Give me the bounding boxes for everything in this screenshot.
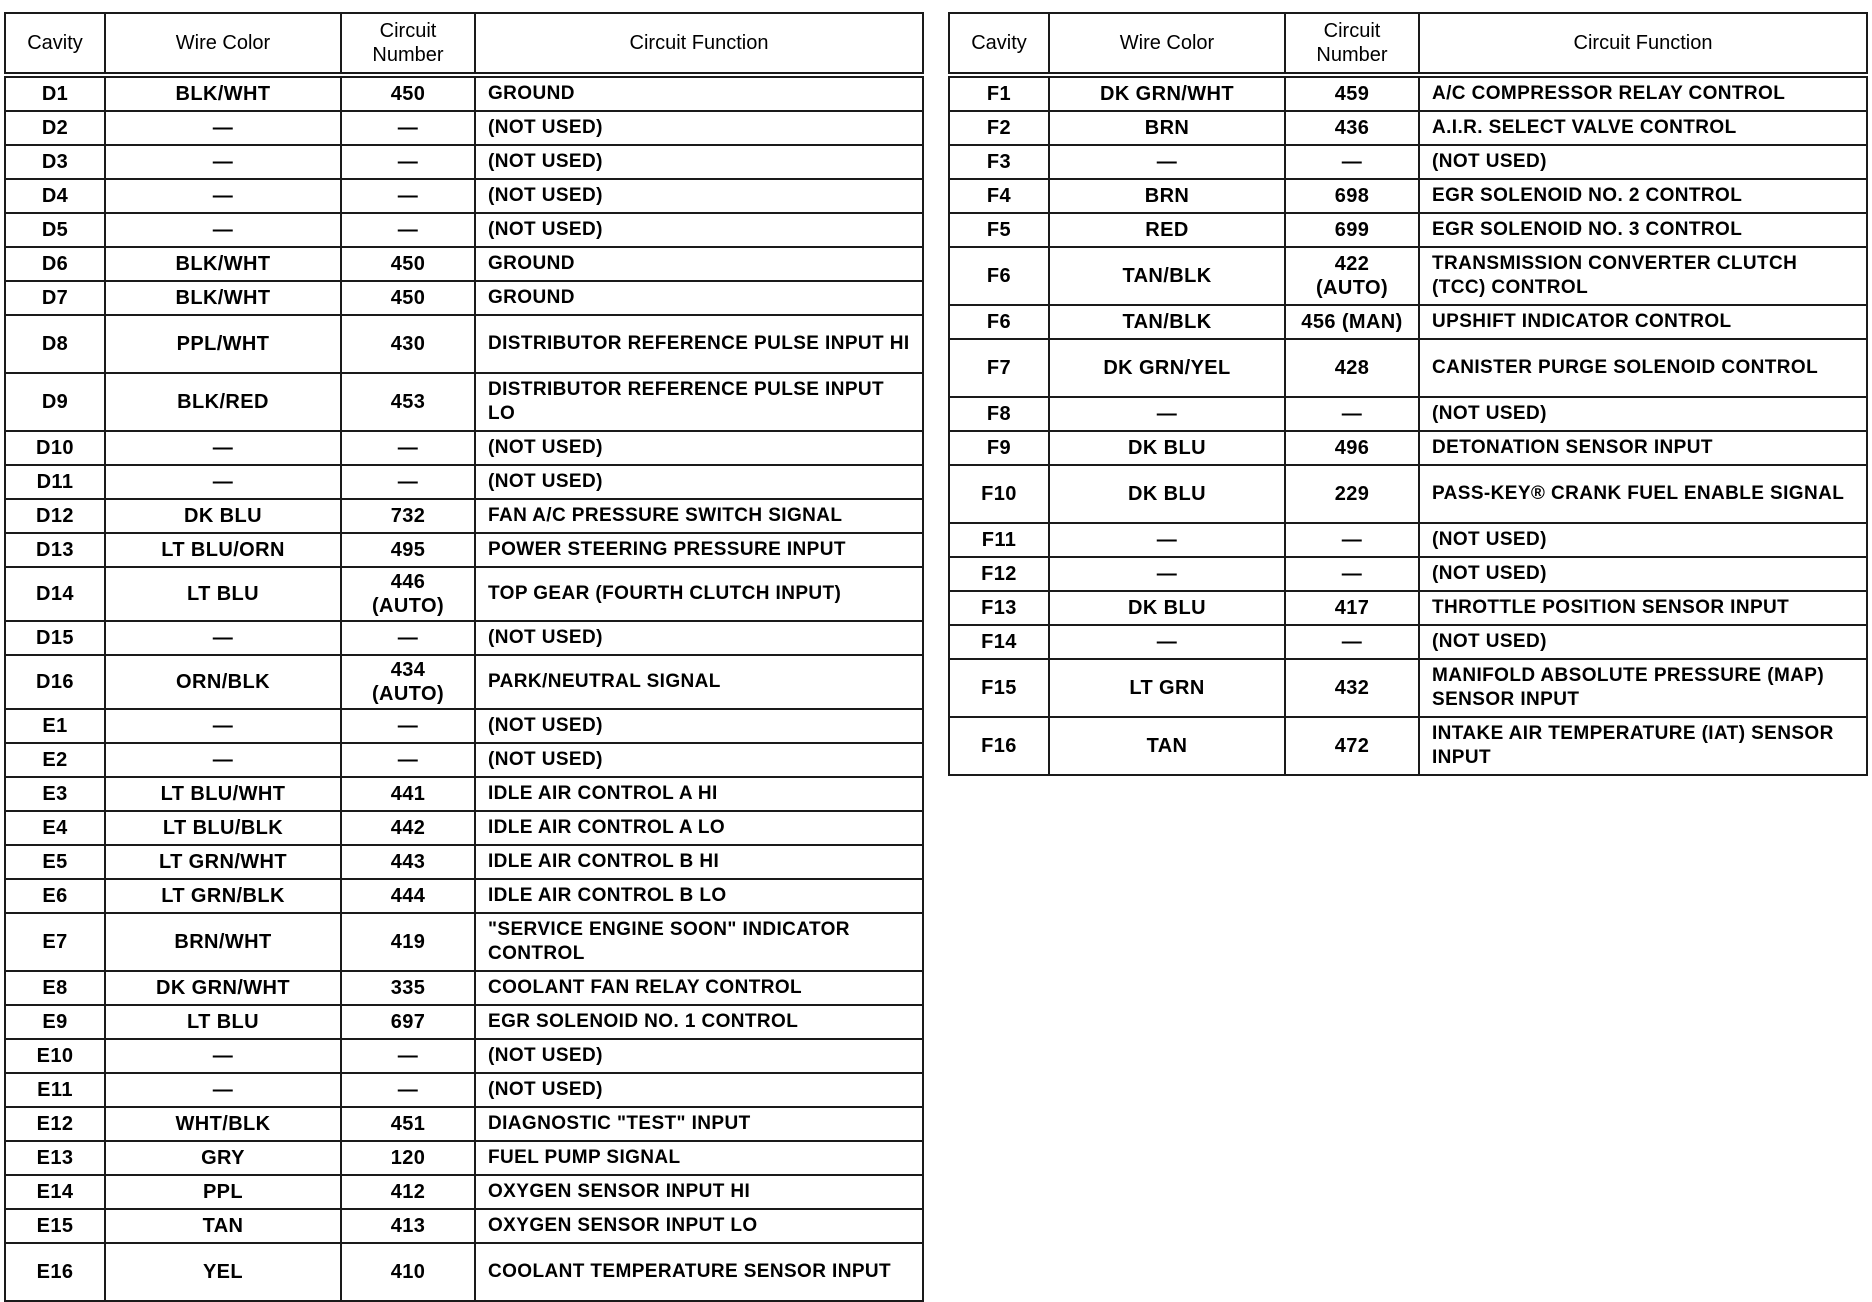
cell-circuit-function: COOLANT FAN RELAY CONTROL [475, 971, 923, 1005]
cell-circuit-function: TRANSMISSION CONVERTER CLUTCH (TCC) CONTROL [1419, 247, 1867, 305]
cell-circuit-number: — [341, 111, 475, 145]
cell-circuit-number: — [341, 213, 475, 247]
cell-circuit-function: EGR SOLENOID NO. 1 CONTROL [475, 1005, 923, 1039]
cell-wire-color: — [105, 1039, 341, 1073]
cell-cavity: D13 [5, 533, 105, 567]
cell-circuit-function: (NOT USED) [1419, 145, 1867, 179]
table-row [5, 499, 923, 533]
cell-cavity: D11 [5, 465, 105, 499]
table-row [5, 247, 923, 281]
cell-circuit-function: (NOT USED) [475, 431, 923, 465]
cell-cavity: F2 [949, 111, 1049, 145]
cell-circuit-number: — [341, 465, 475, 499]
table-row [949, 557, 1867, 591]
table-row [949, 465, 1867, 523]
cell-cavity: E15 [5, 1209, 105, 1243]
cell-wire-color: RED [1049, 213, 1285, 247]
cell-circuit-function: DIAGNOSTIC "TEST" INPUT [475, 1107, 923, 1141]
cell-circuit-number: 450 [341, 77, 475, 111]
cell-wire-color: TAN/BLK [1049, 247, 1285, 305]
cell-cavity: F4 [949, 179, 1049, 213]
cell-circuit-number: 495 [341, 533, 475, 567]
table-row [5, 465, 923, 499]
pinout-table-left [4, 12, 924, 1302]
cell-cavity: D16 [5, 655, 105, 709]
table-row [5, 777, 923, 811]
cell-cavity: D10 [5, 431, 105, 465]
table-row [949, 339, 1867, 397]
table-row [949, 305, 1867, 339]
cell-circuit-function: GROUND [475, 77, 923, 111]
table-row [949, 431, 1867, 465]
cell-cavity: E6 [5, 879, 105, 913]
cell-wire-color: BLK/WHT [105, 281, 341, 315]
cell-wire-color: DK BLU [1049, 465, 1285, 523]
cell-circuit-function: A.I.R. SELECT VALVE CONTROL [1419, 111, 1867, 145]
table-row [5, 431, 923, 465]
cell-circuit-number: — [341, 1039, 475, 1073]
cell-circuit-number: 697 [341, 1005, 475, 1039]
cell-cavity: F11 [949, 523, 1049, 557]
cell-wire-color: ORN/BLK [105, 655, 341, 709]
cell-wire-color: DK BLU [1049, 591, 1285, 625]
cell-circuit-function: EGR SOLENOID NO. 2 CONTROL [1419, 179, 1867, 213]
table-row [5, 213, 923, 247]
table-row [5, 315, 923, 373]
cell-circuit-function: (NOT USED) [475, 709, 923, 743]
cell-cavity: D5 [5, 213, 105, 247]
table-row [5, 1039, 923, 1073]
cell-wire-color: — [105, 145, 341, 179]
cell-cavity: E5 [5, 845, 105, 879]
cell-wire-color: DK GRN/WHT [1049, 77, 1285, 111]
cell-circuit-function: DISTRIBUTOR REFERENCE PULSE INPUT LO [475, 373, 923, 431]
cell-circuit-function: POWER STEERING PRESSURE INPUT [475, 533, 923, 567]
cell-wire-color: BLK/WHT [105, 77, 341, 111]
cell-wire-color: — [105, 179, 341, 213]
table-row [5, 533, 923, 567]
cell-circuit-function: (NOT USED) [1419, 625, 1867, 659]
table-row [949, 213, 1867, 247]
cell-circuit-function: PARK/NEUTRAL SIGNAL [475, 655, 923, 709]
cell-wire-color: LT BLU/BLK [105, 811, 341, 845]
cell-cavity: F12 [949, 557, 1049, 591]
cell-wire-color: — [105, 465, 341, 499]
cell-cavity: F6 [949, 305, 1049, 339]
cell-circuit-number: 430 [341, 315, 475, 373]
cell-wire-color: TAN [105, 1209, 341, 1243]
cell-circuit-number: 443 [341, 845, 475, 879]
header-circuit-function: Circuit Function [1419, 13, 1867, 73]
cell-circuit-function: CANISTER PURGE SOLENOID CONTROL [1419, 339, 1867, 397]
cell-circuit-function: THROTTLE POSITION SENSOR INPUT [1419, 591, 1867, 625]
cell-cavity: F6 [949, 247, 1049, 305]
cell-circuit-number: — [341, 431, 475, 465]
table-row [5, 1175, 923, 1209]
cell-circuit-number: — [1285, 523, 1419, 557]
cell-circuit-number: 417 [1285, 591, 1419, 625]
cell-circuit-number: 412 [341, 1175, 475, 1209]
cell-cavity: E2 [5, 743, 105, 777]
cell-circuit-number: 451 [341, 1107, 475, 1141]
cell-wire-color: BLK/WHT [105, 247, 341, 281]
table-row [5, 1073, 923, 1107]
cell-circuit-number: 459 [1285, 77, 1419, 111]
table-row [949, 625, 1867, 659]
cell-circuit-function: "SERVICE ENGINE SOON" INDICATOR CONTROL [475, 913, 923, 971]
table-body [949, 77, 1867, 775]
cell-cavity: D2 [5, 111, 105, 145]
table-header [5, 13, 923, 77]
header-wire-color: Wire Color [1049, 13, 1285, 73]
table-row [949, 247, 1867, 305]
cell-circuit-function: UPSHIFT INDICATOR CONTROL [1419, 305, 1867, 339]
header-cavity: Cavity [949, 13, 1049, 73]
cell-circuit-number: 428 [1285, 339, 1419, 397]
cell-cavity: F9 [949, 431, 1049, 465]
cell-circuit-number: 413 [341, 1209, 475, 1243]
table-row [5, 743, 923, 777]
cell-circuit-number: 456 (MAN) [1285, 305, 1419, 339]
cell-circuit-function: FAN A/C PRESSURE SWITCH SIGNAL [475, 499, 923, 533]
cell-circuit-number: 446 (AUTO) [341, 567, 475, 621]
header-circuit-line2: Number [1316, 44, 1388, 66]
cell-circuit-number: 335 [341, 971, 475, 1005]
cell-wire-color: BRN [1049, 179, 1285, 213]
cell-wire-color: LT BLU [105, 567, 341, 621]
cell-circuit-number: — [341, 179, 475, 213]
cell-circuit-number: 732 [341, 499, 475, 533]
cell-cavity: E12 [5, 1107, 105, 1141]
cell-circuit-function: (NOT USED) [475, 1039, 923, 1073]
cell-circuit-number: — [341, 709, 475, 743]
cell-circuit-number: — [1285, 145, 1419, 179]
table-row [949, 397, 1867, 431]
cell-circuit-number: 698 [1285, 179, 1419, 213]
cell-wire-color: — [1049, 557, 1285, 591]
cell-cavity: D7 [5, 281, 105, 315]
table-row [949, 659, 1867, 717]
table-row [5, 811, 923, 845]
table-row [949, 591, 1867, 625]
cell-wire-color: TAN [1049, 717, 1285, 775]
table-row [5, 655, 923, 709]
cell-wire-color: BRN/WHT [105, 913, 341, 971]
cell-circuit-function: OXYGEN SENSOR INPUT HI [475, 1175, 923, 1209]
cell-cavity: F14 [949, 625, 1049, 659]
cell-circuit-number: 120 [341, 1141, 475, 1175]
table-row [5, 145, 923, 179]
header-circuit-number [1285, 13, 1419, 73]
cell-cavity: D9 [5, 373, 105, 431]
cell-cavity: E8 [5, 971, 105, 1005]
cell-circuit-number: — [341, 743, 475, 777]
cell-cavity: F13 [949, 591, 1049, 625]
table-row [949, 111, 1867, 145]
cell-cavity: E4 [5, 811, 105, 845]
cell-circuit-function: MANIFOLD ABSOLUTE PRESSURE (MAP) SENSOR INPUT [1419, 659, 1867, 717]
table-row [949, 717, 1867, 775]
cell-circuit-number: — [1285, 625, 1419, 659]
cell-circuit-number: — [1285, 397, 1419, 431]
cell-circuit-function: A/C COMPRESSOR RELAY CONTROL [1419, 77, 1867, 111]
cell-circuit-function: (NOT USED) [475, 111, 923, 145]
cell-wire-color: TAN/BLK [1049, 305, 1285, 339]
cell-wire-color: DK BLU [105, 499, 341, 533]
cell-cavity: D4 [5, 179, 105, 213]
cell-wire-color: PPL [105, 1175, 341, 1209]
cell-circuit-function: (NOT USED) [475, 743, 923, 777]
cell-wire-color: LT GRN/WHT [105, 845, 341, 879]
table-row [949, 77, 1867, 111]
cell-circuit-function: (NOT USED) [475, 1073, 923, 1107]
header-circuit-function: Circuit Function [475, 13, 923, 73]
table-row [949, 145, 1867, 179]
table-header [949, 13, 1867, 77]
cell-circuit-number: 419 [341, 913, 475, 971]
table-row [5, 373, 923, 431]
cell-wire-color: DK GRN/WHT [105, 971, 341, 1005]
cell-circuit-number: 436 [1285, 111, 1419, 145]
cell-cavity: E14 [5, 1175, 105, 1209]
cell-circuit-function: (NOT USED) [475, 465, 923, 499]
table-body [5, 77, 923, 1301]
cell-cavity: E3 [5, 777, 105, 811]
cell-circuit-number: — [1285, 557, 1419, 591]
table-row [5, 111, 923, 145]
cell-circuit-function: COOLANT TEMPERATURE SENSOR INPUT [475, 1243, 923, 1301]
cell-circuit-number: 442 [341, 811, 475, 845]
cell-wire-color: LT BLU/ORN [105, 533, 341, 567]
cell-circuit-number: — [341, 1073, 475, 1107]
table-row [5, 179, 923, 213]
cell-circuit-function: DETONATION SENSOR INPUT [1419, 431, 1867, 465]
cell-circuit-function: FUEL PUMP SIGNAL [475, 1141, 923, 1175]
table-row [5, 621, 923, 655]
header-circuit-line2: Number [372, 44, 444, 66]
table-row [949, 523, 1867, 557]
cell-cavity: F15 [949, 659, 1049, 717]
cell-wire-color: PPL/WHT [105, 315, 341, 373]
cell-circuit-number: 453 [341, 373, 475, 431]
cell-circuit-function: GROUND [475, 247, 923, 281]
cell-circuit-number: 496 [1285, 431, 1419, 465]
table-row [5, 913, 923, 971]
cell-circuit-number: — [341, 621, 475, 655]
cell-cavity: F1 [949, 77, 1049, 111]
cell-cavity: E7 [5, 913, 105, 971]
cell-cavity: E13 [5, 1141, 105, 1175]
cell-wire-color: — [105, 111, 341, 145]
cell-cavity: F10 [949, 465, 1049, 523]
cell-circuit-number: 472 [1285, 717, 1419, 775]
cell-cavity: F3 [949, 145, 1049, 179]
cell-circuit-number: 410 [341, 1243, 475, 1301]
cell-circuit-function: TOP GEAR (FOURTH CLUTCH INPUT) [475, 567, 923, 621]
cell-circuit-function: IDLE AIR CONTROL A HI [475, 777, 923, 811]
table-row [5, 971, 923, 1005]
header-wire-color: Wire Color [105, 13, 341, 73]
cell-circuit-number: 434 (AUTO) [341, 655, 475, 709]
cell-circuit-function: IDLE AIR CONTROL A LO [475, 811, 923, 845]
cell-cavity: D12 [5, 499, 105, 533]
cell-cavity: E16 [5, 1243, 105, 1301]
table-row [5, 1005, 923, 1039]
cell-circuit-number: 699 [1285, 213, 1419, 247]
cell-wire-color: — [1049, 523, 1285, 557]
table-row [5, 709, 923, 743]
table-row [5, 77, 923, 111]
cell-wire-color: YEL [105, 1243, 341, 1301]
cell-wire-color: — [1049, 145, 1285, 179]
cell-cavity: D6 [5, 247, 105, 281]
cell-wire-color: LT BLU/WHT [105, 777, 341, 811]
cell-circuit-function: (NOT USED) [1419, 523, 1867, 557]
cell-wire-color: WHT/BLK [105, 1107, 341, 1141]
table-row [5, 1209, 923, 1243]
cell-circuit-number: 444 [341, 879, 475, 913]
table-row [5, 1243, 923, 1301]
cell-wire-color: — [105, 709, 341, 743]
table-row [5, 879, 923, 913]
cell-circuit-function: (NOT USED) [1419, 397, 1867, 431]
table-row [5, 845, 923, 879]
cell-circuit-function: DISTRIBUTOR REFERENCE PULSE INPUT HI [475, 315, 923, 373]
cell-wire-color: BLK/RED [105, 373, 341, 431]
table-row [5, 1107, 923, 1141]
header-circuit-line1: Circuit [1323, 20, 1381, 42]
cell-cavity: F7 [949, 339, 1049, 397]
cell-wire-color: — [1049, 397, 1285, 431]
cell-wire-color: DK GRN/YEL [1049, 339, 1285, 397]
cell-circuit-function: IDLE AIR CONTROL B LO [475, 879, 923, 913]
cell-circuit-function: PASS-KEY® CRANK FUEL ENABLE SIGNAL [1419, 465, 1867, 523]
table-row [5, 567, 923, 621]
cell-cavity: E1 [5, 709, 105, 743]
cell-wire-color: — [105, 431, 341, 465]
cell-circuit-number: 229 [1285, 465, 1419, 523]
cell-cavity: E11 [5, 1073, 105, 1107]
cell-circuit-function: (NOT USED) [475, 145, 923, 179]
header-circuit-line1: Circuit [379, 20, 437, 42]
cell-circuit-function: EGR SOLENOID NO. 3 CONTROL [1419, 213, 1867, 247]
cell-circuit-function: (NOT USED) [475, 621, 923, 655]
table-row [5, 281, 923, 315]
cell-cavity: E9 [5, 1005, 105, 1039]
cell-wire-color: GRY [105, 1141, 341, 1175]
cell-circuit-function: (NOT USED) [475, 213, 923, 247]
cell-wire-color: LT GRN [1049, 659, 1285, 717]
cell-circuit-number: — [341, 145, 475, 179]
cell-circuit-function: IDLE AIR CONTROL B HI [475, 845, 923, 879]
cell-circuit-function: (NOT USED) [1419, 557, 1867, 591]
cell-circuit-function: GROUND [475, 281, 923, 315]
cell-wire-color: — [105, 213, 341, 247]
cell-wire-color: — [1049, 625, 1285, 659]
header-cavity: Cavity [5, 13, 105, 73]
cell-cavity: F16 [949, 717, 1049, 775]
cell-cavity: F8 [949, 397, 1049, 431]
cell-wire-color: — [105, 1073, 341, 1107]
cell-wire-color: — [105, 621, 341, 655]
cell-circuit-function: (NOT USED) [475, 179, 923, 213]
table-row [5, 1141, 923, 1175]
cell-cavity: D3 [5, 145, 105, 179]
cell-cavity: F5 [949, 213, 1049, 247]
cell-cavity: E10 [5, 1039, 105, 1073]
cell-wire-color: LT BLU [105, 1005, 341, 1039]
cell-cavity: D1 [5, 77, 105, 111]
cell-circuit-number: 422 (AUTO) [1285, 247, 1419, 305]
cell-circuit-function: INTAKE AIR TEMPERATURE (IAT) SENSOR INPUT [1419, 717, 1867, 775]
cell-circuit-number: 450 [341, 281, 475, 315]
cell-circuit-number: 432 [1285, 659, 1419, 717]
cell-cavity: D15 [5, 621, 105, 655]
table-row [949, 179, 1867, 213]
header-circuit-number [341, 13, 475, 73]
cell-wire-color: LT GRN/BLK [105, 879, 341, 913]
cell-cavity: D14 [5, 567, 105, 621]
cell-wire-color: — [105, 743, 341, 777]
cell-wire-color: BRN [1049, 111, 1285, 145]
pinout-table-right [948, 12, 1868, 776]
cell-circuit-number: 441 [341, 777, 475, 811]
cell-wire-color: DK BLU [1049, 431, 1285, 465]
cell-circuit-number: 450 [341, 247, 475, 281]
cell-cavity: D8 [5, 315, 105, 373]
cell-circuit-function: OXYGEN SENSOR INPUT LO [475, 1209, 923, 1243]
